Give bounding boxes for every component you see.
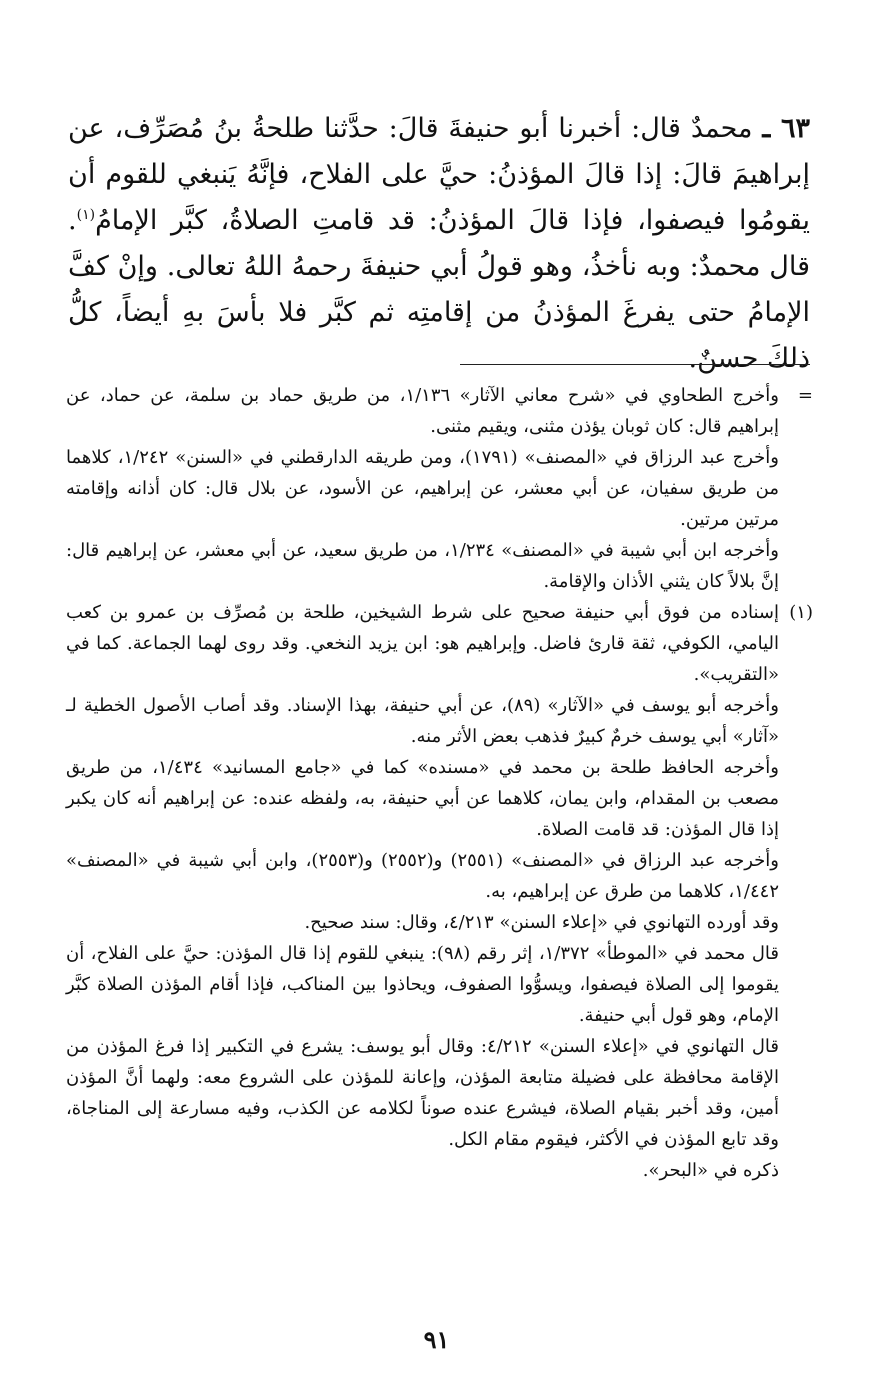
footnote-paragraph: وأخرجه الحافظ طلحة بن محمد في «مسنده» كما في «جامع المسانيد» ١/٤٣٤، من طريق مصعب بن المقدام، وابن يمان، كلاهما عن أبي حنيفة، به، ولفظه عنده: عن إبراهيم أنه كان يكبر إذا قال المؤذن: قد قامت الصلاة. [66, 757, 779, 840]
footnote-paragraph: وأخرجه عبد الرزاق في «المصنف» (٢٥٥١) و(٢٥٥٢) و(٢٥٥٣)، وابن أبي شيبة في «المصنف» ١/٤٤٢، كلاهما من طرق عن إبراهيم، به. [66, 850, 779, 902]
footnote-paragraph: وأخرجه ابن أبي شيبة في «المصنف» ١/٢٣٤، من طريق سعيد، عن أبي معشر، عن إبراهيم قال: إنَّ بلالاً كان يثني الأذان والإقامة. [66, 540, 779, 592]
hadith-text [68, 106, 810, 382]
footnote-paragraph: ذكره في «البحر». [642, 1160, 779, 1181]
hadith-text-part1: محمدٌ قال: أخبرنا أبو حنيفةَ قالَ: حدَّثنا طلحةُ بنُ مُصَرِّف، عن إبراهيمَ قالَ: إذا قالَ المؤذنُ: حيَّ على الفلاح، فإنَّهُ يَنبغي للقوم أن يقومُوا فيصفوا، فإذا قالَ المؤذنُ: قد قامتِ الصلاةُ، كبَّر الإمامُ [68, 113, 810, 236]
page-number: ٩١ [423, 1325, 450, 1354]
footnote-paragraph: قال محمد في «الموطأ» ١/٣٧٢، إثر رقم (٩٨): ينبغي للقوم إذا قال المؤذن: حيَّ على الفلاح، أن يقوموا إلى الصلاة فيصفوا، ويسوُّوا الصفوف، ويحاذوا بين المناكب، فإذا أقام المؤذن الصلاة كبَّر الإمام، وهو قول أبي حنيفة. [66, 943, 779, 1026]
footnote-divider [460, 364, 810, 365]
footnote-paragraph: إسناده من فوق أبي حنيفة صحيح على شرط الشيخين، طلحة بن مُصرِّف بن عمرو بن كعب اليامي، الكوفي، ثقة قارئ فاضل. وإبراهيم هو: ابن يزيد النخعي. وقد روى لهما الجماعة. كما في «التقريب». [66, 602, 779, 685]
footnote-paragraph: قال التهانوي في «إعلاء السنن» ٤/٢١٢: وقال أبو يوسف: يشرع في التكبير إذا فرغ المؤذن من الإقامة محافظة على فضيلة متابعة المؤذن، وإعانة للمؤذن على الشروع معه: ولهما أنَّ المؤذن أمين، وقد أخبر بقيام الصلاة، فيشرع عنده صوناً لكلامه عن الكذب، وفيه مسارعة إلى المناجاة، وقد تابع المؤذن في الأكثر، فيقوم مقام الكل. [66, 1036, 779, 1150]
continuation-marker: = [797, 385, 813, 406]
footnote-reference[interactable]: (١) [76, 207, 96, 223]
footnote-paragraph: وقد أورده التهانوي في «إعلاء السنن» ٤/٢١٣، وقال: سند صحيح. [304, 912, 779, 933]
footnote-continuation [66, 380, 813, 597]
footnote-paragraph: وأخرج عبد الرزاق في «المصنف» (١٧٩١)، ومن طريقه الدارقطني في «السنن» ١/٢٤٢، كلاهما من طريق سفيان، عن أبي معشر، عن إبراهيم، عن الأسود، عن بلال قال: كان أذانه وإقامته مرتين مرتين. [66, 447, 779, 530]
footnote-1 [66, 597, 813, 1186]
hadith-number: ٦٣ ـ [762, 113, 810, 144]
hadith-text-part2: . قال محمدٌ: وبه نأخذُ، وهو قولُ أبي حنيفةَ رحمهُ اللهُ تعالى. وإنْ كفَّ الإمامُ حتى يفرغَ المؤذنُ من إقامتِه ثم كبَّر فلا بأسَ بهِ أيضاً، كلُّ ذلكَ حسنٌ. [68, 205, 810, 374]
footnote-paragraph: وأخرجه أبو يوسف في «الآثار» (٨٩)، عن أبي حنيفة، بهذا الإسناد. وقد أصاب الأصول الخطية لـ «آثار» أبي يوسف خرمٌ كبيرٌ فذهب بعض الأثر منه. [66, 695, 779, 747]
footnotes-section [66, 380, 813, 1186]
footnote-paragraph: وأخرج الطحاوي في «شرح معاني الآثار» ١/١٣٦، من طريق حماد بن سلمة، عن حماد، عن إبراهيم قال: كان ثوبان يؤذن مثنى، ويقيم مثنى. [66, 385, 779, 437]
footnote-1-marker: (١) [789, 602, 813, 623]
